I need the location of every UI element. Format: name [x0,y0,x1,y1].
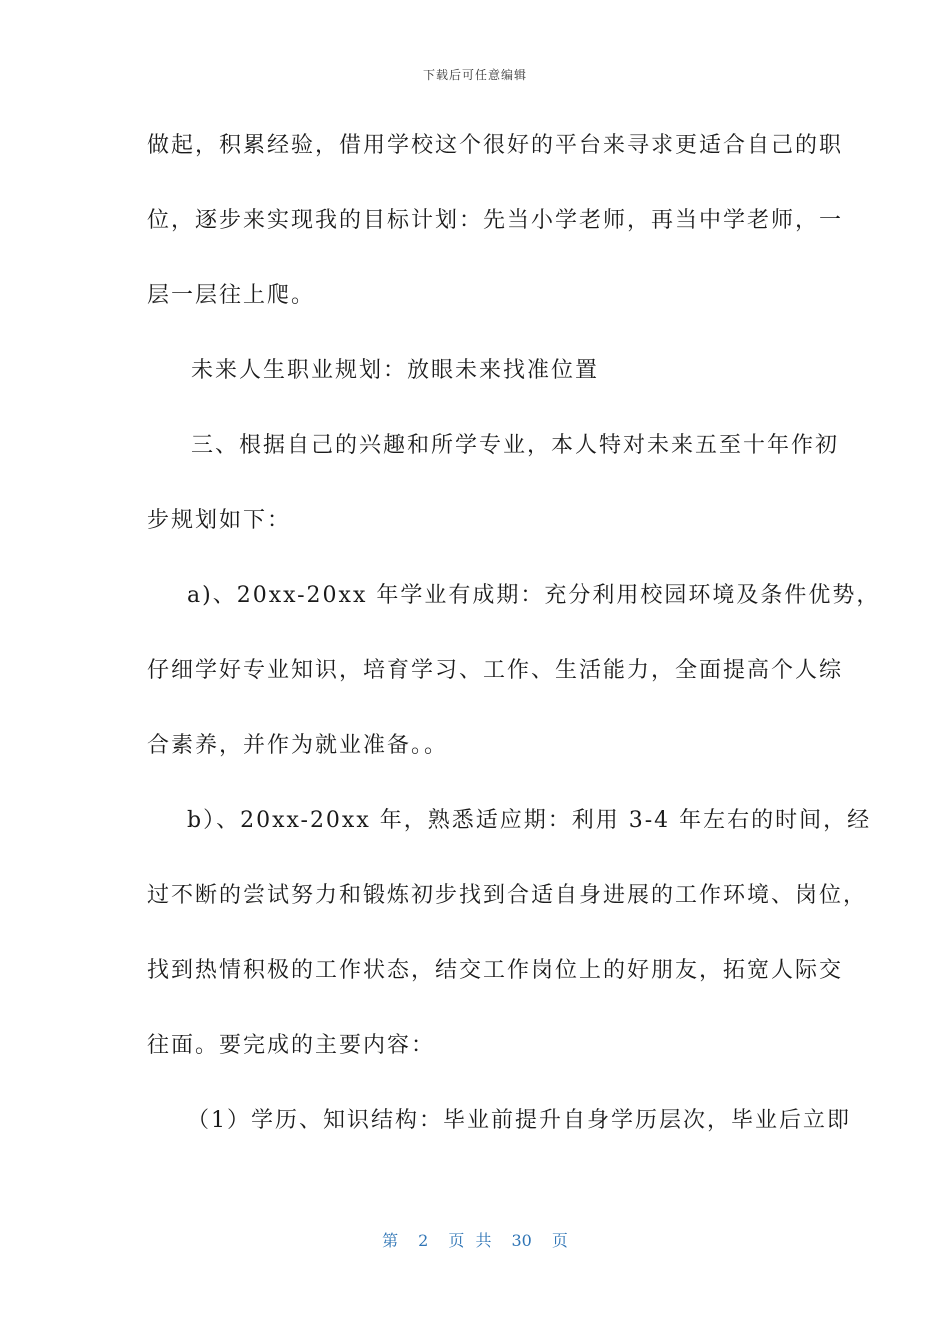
paragraph-line: 合素养，并作为就业准备。。 [147,733,449,758]
paragraph-line: 过不断的尝试努力和锻炼初步找到合适自身进展的工作环境、岗位， [147,883,868,908]
paragraph-line: 三、根据自己的兴趣和所学专业，本人特对未来五至十年作初 [191,433,840,458]
paragraph-line: 做起，积累经验，借用学校这个很好的平台来寻求更适合自己的职 [147,133,844,158]
page-number-footer [0,1228,950,1251]
paragraph-line: 位，逐步来实现我的目标计划：先当小学老师，再当中学老师，一 [147,208,844,233]
page-mid: 页 共 [448,1231,492,1250]
page-suffix: 页 [551,1231,568,1250]
page-total: 30 [511,1231,532,1250]
paragraph-line: a)、20xx-20xx 年学业有成期：充分利用校园环境及条件优势， [187,583,881,608]
paragraph-line: 往面。要完成的主要内容： [147,1033,436,1058]
paragraph-line: b）、20xx-20xx 年，熟悉适应期：利用 3-4 年左右的时间，经 [187,808,872,833]
paragraph-line: 仔细学好专业知识，培育学习、工作、生活能力，全面提高个人综 [147,658,844,683]
paragraph-line: 层一层往上爬。 [147,283,316,308]
page-current: 2 [418,1231,429,1250]
section-heading: 未来人生职业规划：放眼未来找准位置 [191,358,600,383]
page-prefix: 第 [382,1231,399,1250]
document-body [147,123,881,1173]
paragraph-line: （1）学历、知识结构：毕业前提升自身学历层次，毕业后立即 [187,1108,851,1133]
paragraph-line: 找到热情积极的工作状态，结交工作岗位上的好朋友，拓宽人际交 [147,958,844,983]
page-header-note: 下载后可任意编辑 [422,68,527,82]
paragraph-line: 步规划如下： [147,508,292,533]
